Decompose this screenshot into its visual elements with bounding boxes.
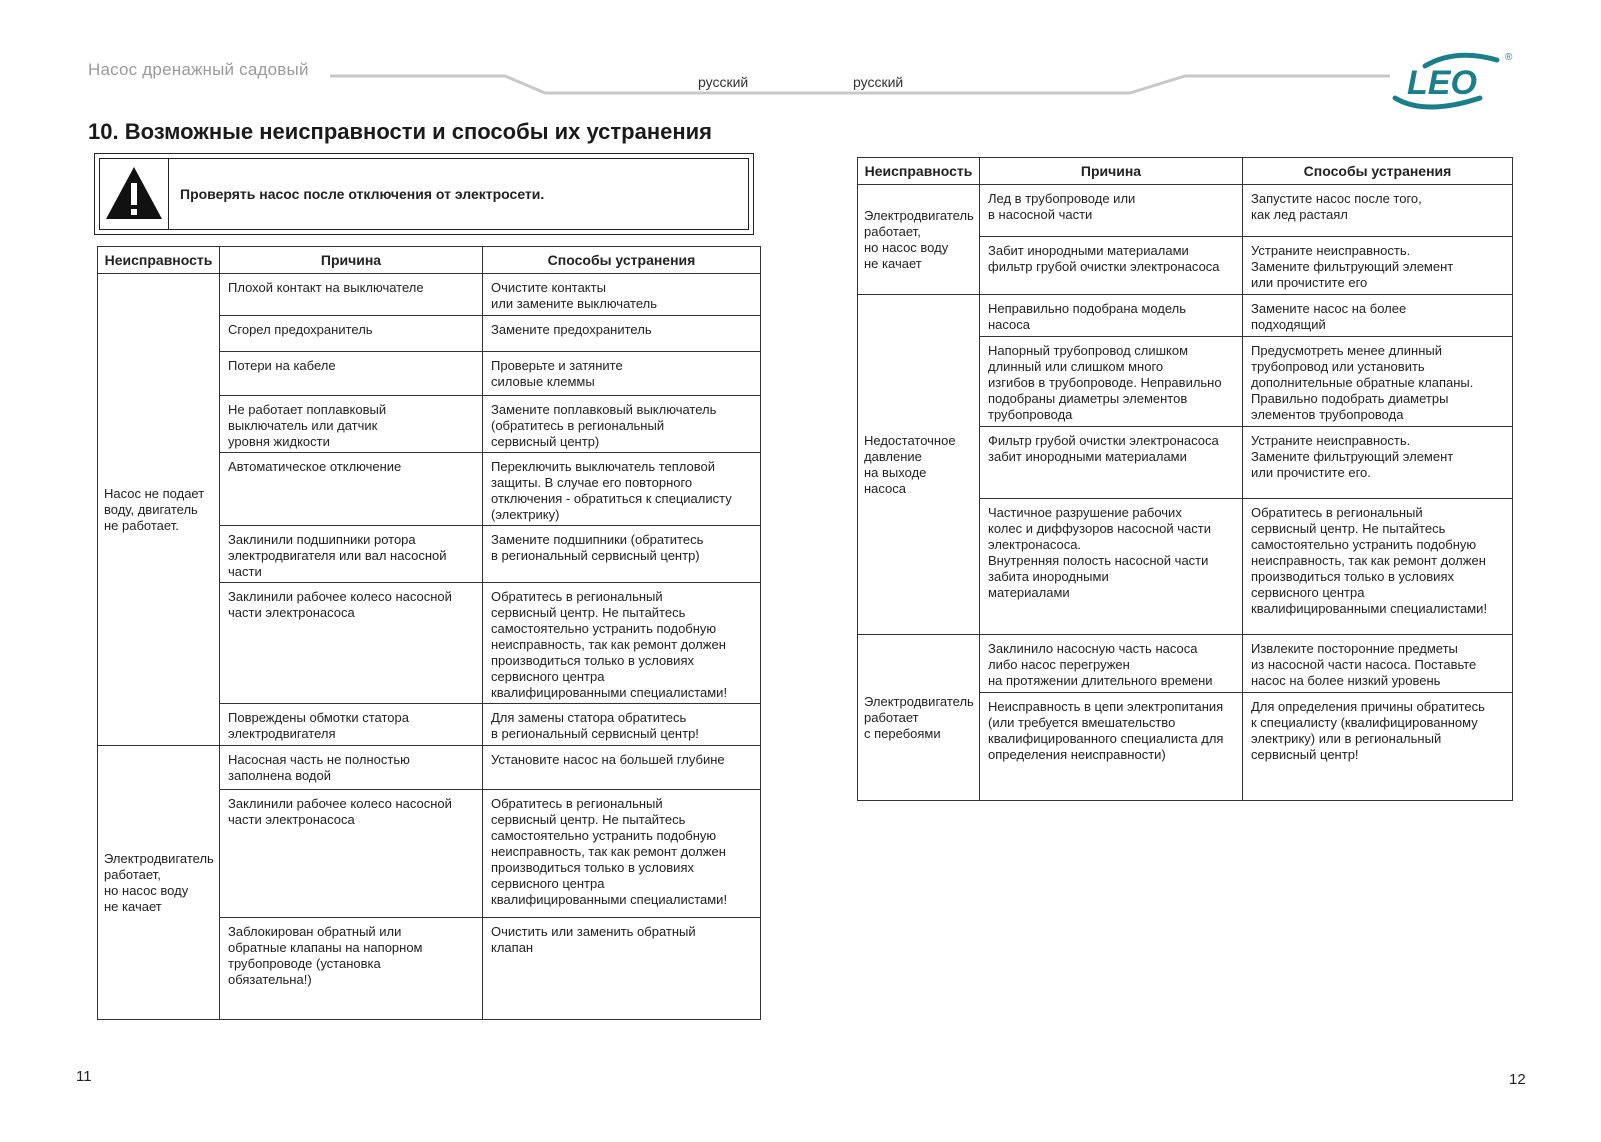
remedy-cell: Устраните неисправность. Замените фильтрующий элемент или прочистите его. bbox=[1243, 427, 1513, 499]
cause-cell: Частичное разрушение рабочих колес и диффузоров насосной части электронасоса. Внутренняя полость насосной части забита инородными материалами bbox=[980, 499, 1243, 635]
logo-text: LEO bbox=[1407, 64, 1477, 102]
remedy-cell: Очистить или заменить обратный клапан bbox=[483, 918, 761, 1020]
table-row bbox=[858, 635, 1513, 693]
table-row bbox=[98, 746, 761, 790]
remedy-cell: Обратитесь в региональный сервисный центр. Не пытайтесь самостоятельно устранить подобную неисправность, так как ремонт должен производиться только в условиях сервисного центра квалифицированными специалистами! bbox=[1243, 499, 1513, 635]
registered-mark: ® bbox=[1505, 52, 1513, 63]
warning-icon-cell bbox=[100, 159, 169, 229]
remedy-cell: Замените насос на более подходящий bbox=[1243, 295, 1513, 337]
page-number-left: 11 bbox=[76, 1068, 92, 1085]
cause-cell: Не работает поплавковый выключатель или датчик уровня жидкости bbox=[220, 396, 483, 453]
fault-cell: Электродвигатель работает, но насос воду не качает bbox=[858, 185, 980, 295]
remedy-cell: Замените поплавковый выключатель (обратитесь в региональный сервисный центр) bbox=[483, 396, 761, 453]
remedy-cell: Обратитесь в региональный сервисный центр. Не пытайтесь самостоятельно устранить подобную неисправность, так как ремонт должен производиться только в условиях сервисного центра квалифицированными специалистами! bbox=[483, 790, 761, 918]
language-label-right: русский bbox=[853, 74, 904, 90]
cause-cell: Автоматическое отключение bbox=[220, 453, 483, 526]
document-header-title: Насос дренажный садовый bbox=[88, 60, 309, 79]
cause-cell: Потери на кабеле bbox=[220, 352, 483, 396]
fault-cell: Недостаточное давление на выходе насоса bbox=[858, 295, 980, 635]
table-header-row bbox=[858, 158, 1513, 185]
cause-cell: Насосная часть не полностью заполнена водой bbox=[220, 746, 483, 790]
fault-cell: Насос не подает воду, двигатель не работает. bbox=[98, 274, 220, 746]
troubleshooting-table-left bbox=[97, 246, 761, 1020]
remedy-cell: Установите насос на большей глубине bbox=[483, 746, 761, 790]
column-header-fault: Неисправность bbox=[858, 158, 980, 185]
remedy-cell: Извлеките посторонние предметы из насосной части насоса. Поставьте насос на более низкий уровень bbox=[1243, 635, 1513, 693]
cause-cell: Неправильно подобрана модель насоса bbox=[980, 295, 1243, 337]
cause-cell: Фильтр грубой очистки электронасоса забит инородными материалами bbox=[980, 427, 1243, 499]
remedy-cell: Переключить выключатель тепловой защиты. В случае его повторного отключения - обратиться к специалисту (электрику) bbox=[483, 453, 761, 526]
cause-cell: Заклинили рабочее колесо насосной части электронасоса bbox=[220, 790, 483, 918]
fault-cell: Электродвигатель работает с перебоями bbox=[858, 635, 980, 801]
page-number-right: 12 bbox=[1509, 1071, 1526, 1088]
column-header-remedy: Способы устранения bbox=[483, 247, 761, 274]
remedy-cell: Для определения причины обратитесь к специалисту (квалифицированному электрику) или в региональный сервисный центр! bbox=[1243, 693, 1513, 801]
warning-box bbox=[94, 153, 754, 235]
warning-triangle-icon bbox=[100, 159, 168, 229]
cause-cell: Плохой контакт на выключателе bbox=[220, 274, 483, 316]
language-label-left: русский bbox=[698, 74, 749, 90]
column-header-remedy: Способы устранения bbox=[1243, 158, 1513, 185]
table-row bbox=[858, 295, 1513, 337]
cause-cell: Сгорел предохранитель bbox=[220, 316, 483, 352]
cause-cell: Заклинили подшипники ротора электродвигателя или вал насосной части bbox=[220, 526, 483, 583]
cause-cell: Неисправность в цепи электропитания (или требуется вмешательство квалифицированного специалиста для определения неисправности) bbox=[980, 693, 1243, 801]
table-row bbox=[858, 185, 1513, 237]
cause-cell: Заблокирован обратный или обратные клапаны на напорном трубопроводе (установка обязательна!) bbox=[220, 918, 483, 1020]
remedy-cell: Очистите контакты или замените выключатель bbox=[483, 274, 761, 316]
remedy-cell: Проверьте и затяните силовые клеммы bbox=[483, 352, 761, 396]
column-header-fault: Неисправность bbox=[98, 247, 220, 274]
section-title: 10. Возможные неисправности и способы их устранения bbox=[88, 119, 713, 144]
remedy-cell: Замените подшипники (обратитесь в региональный сервисный центр) bbox=[483, 526, 761, 583]
remedy-cell: Замените предохранитель bbox=[483, 316, 761, 352]
remedy-cell: Предусмотреть менее длинный трубопровод или установить дополнительные обратные клапаны. Правильно подобрать диаметры элементов трубопровода bbox=[1243, 337, 1513, 427]
troubleshooting-table-right bbox=[857, 157, 1513, 801]
table-row bbox=[98, 274, 761, 316]
column-header-cause: Причина bbox=[980, 158, 1243, 185]
warning-text: Проверять насос после отключения от электросети. bbox=[180, 186, 545, 202]
table-header-row bbox=[98, 247, 761, 274]
cause-cell: Заклинили рабочее колесо насосной части электронасоса bbox=[220, 583, 483, 704]
cause-cell: Напорный трубопровод слишком длинный или слишком много изгибов в трубопроводе. Неправильно подобраны диаметры элементов трубопровода bbox=[980, 337, 1243, 427]
remedy-cell: Запустите насос после того, как лед растаял bbox=[1243, 185, 1513, 237]
header-divider-line bbox=[0, 0, 1601, 110]
remedy-cell: Устраните неисправность. Замените фильтрующий элемент или прочистите его bbox=[1243, 237, 1513, 295]
cause-cell: Заклинило насосную часть насоса либо насос перегружен на протяжении длительного времени bbox=[980, 635, 1243, 693]
remedy-cell: Для замены статора обратитесь в региональный сервисный центр! bbox=[483, 704, 761, 746]
fault-cell: Электродвигатель работает, но насос воду не качает bbox=[98, 746, 220, 1020]
remedy-cell: Обратитесь в региональный сервисный центр. Не пытайтесь самостоятельно устранить подобную неисправность, так как ремонт должен производиться только в условиях сервисного центра квалифицированными специалистами! bbox=[483, 583, 761, 704]
column-header-cause: Причина bbox=[220, 247, 483, 274]
cause-cell: Лед в трубопроводе или в насосной части bbox=[980, 185, 1243, 237]
leo-logo bbox=[1385, 46, 1525, 116]
cause-cell: Повреждены обмотки статора электродвигателя bbox=[220, 704, 483, 746]
cause-cell: Забит инородными материалами фильтр грубой очистки электронасоса bbox=[980, 237, 1243, 295]
